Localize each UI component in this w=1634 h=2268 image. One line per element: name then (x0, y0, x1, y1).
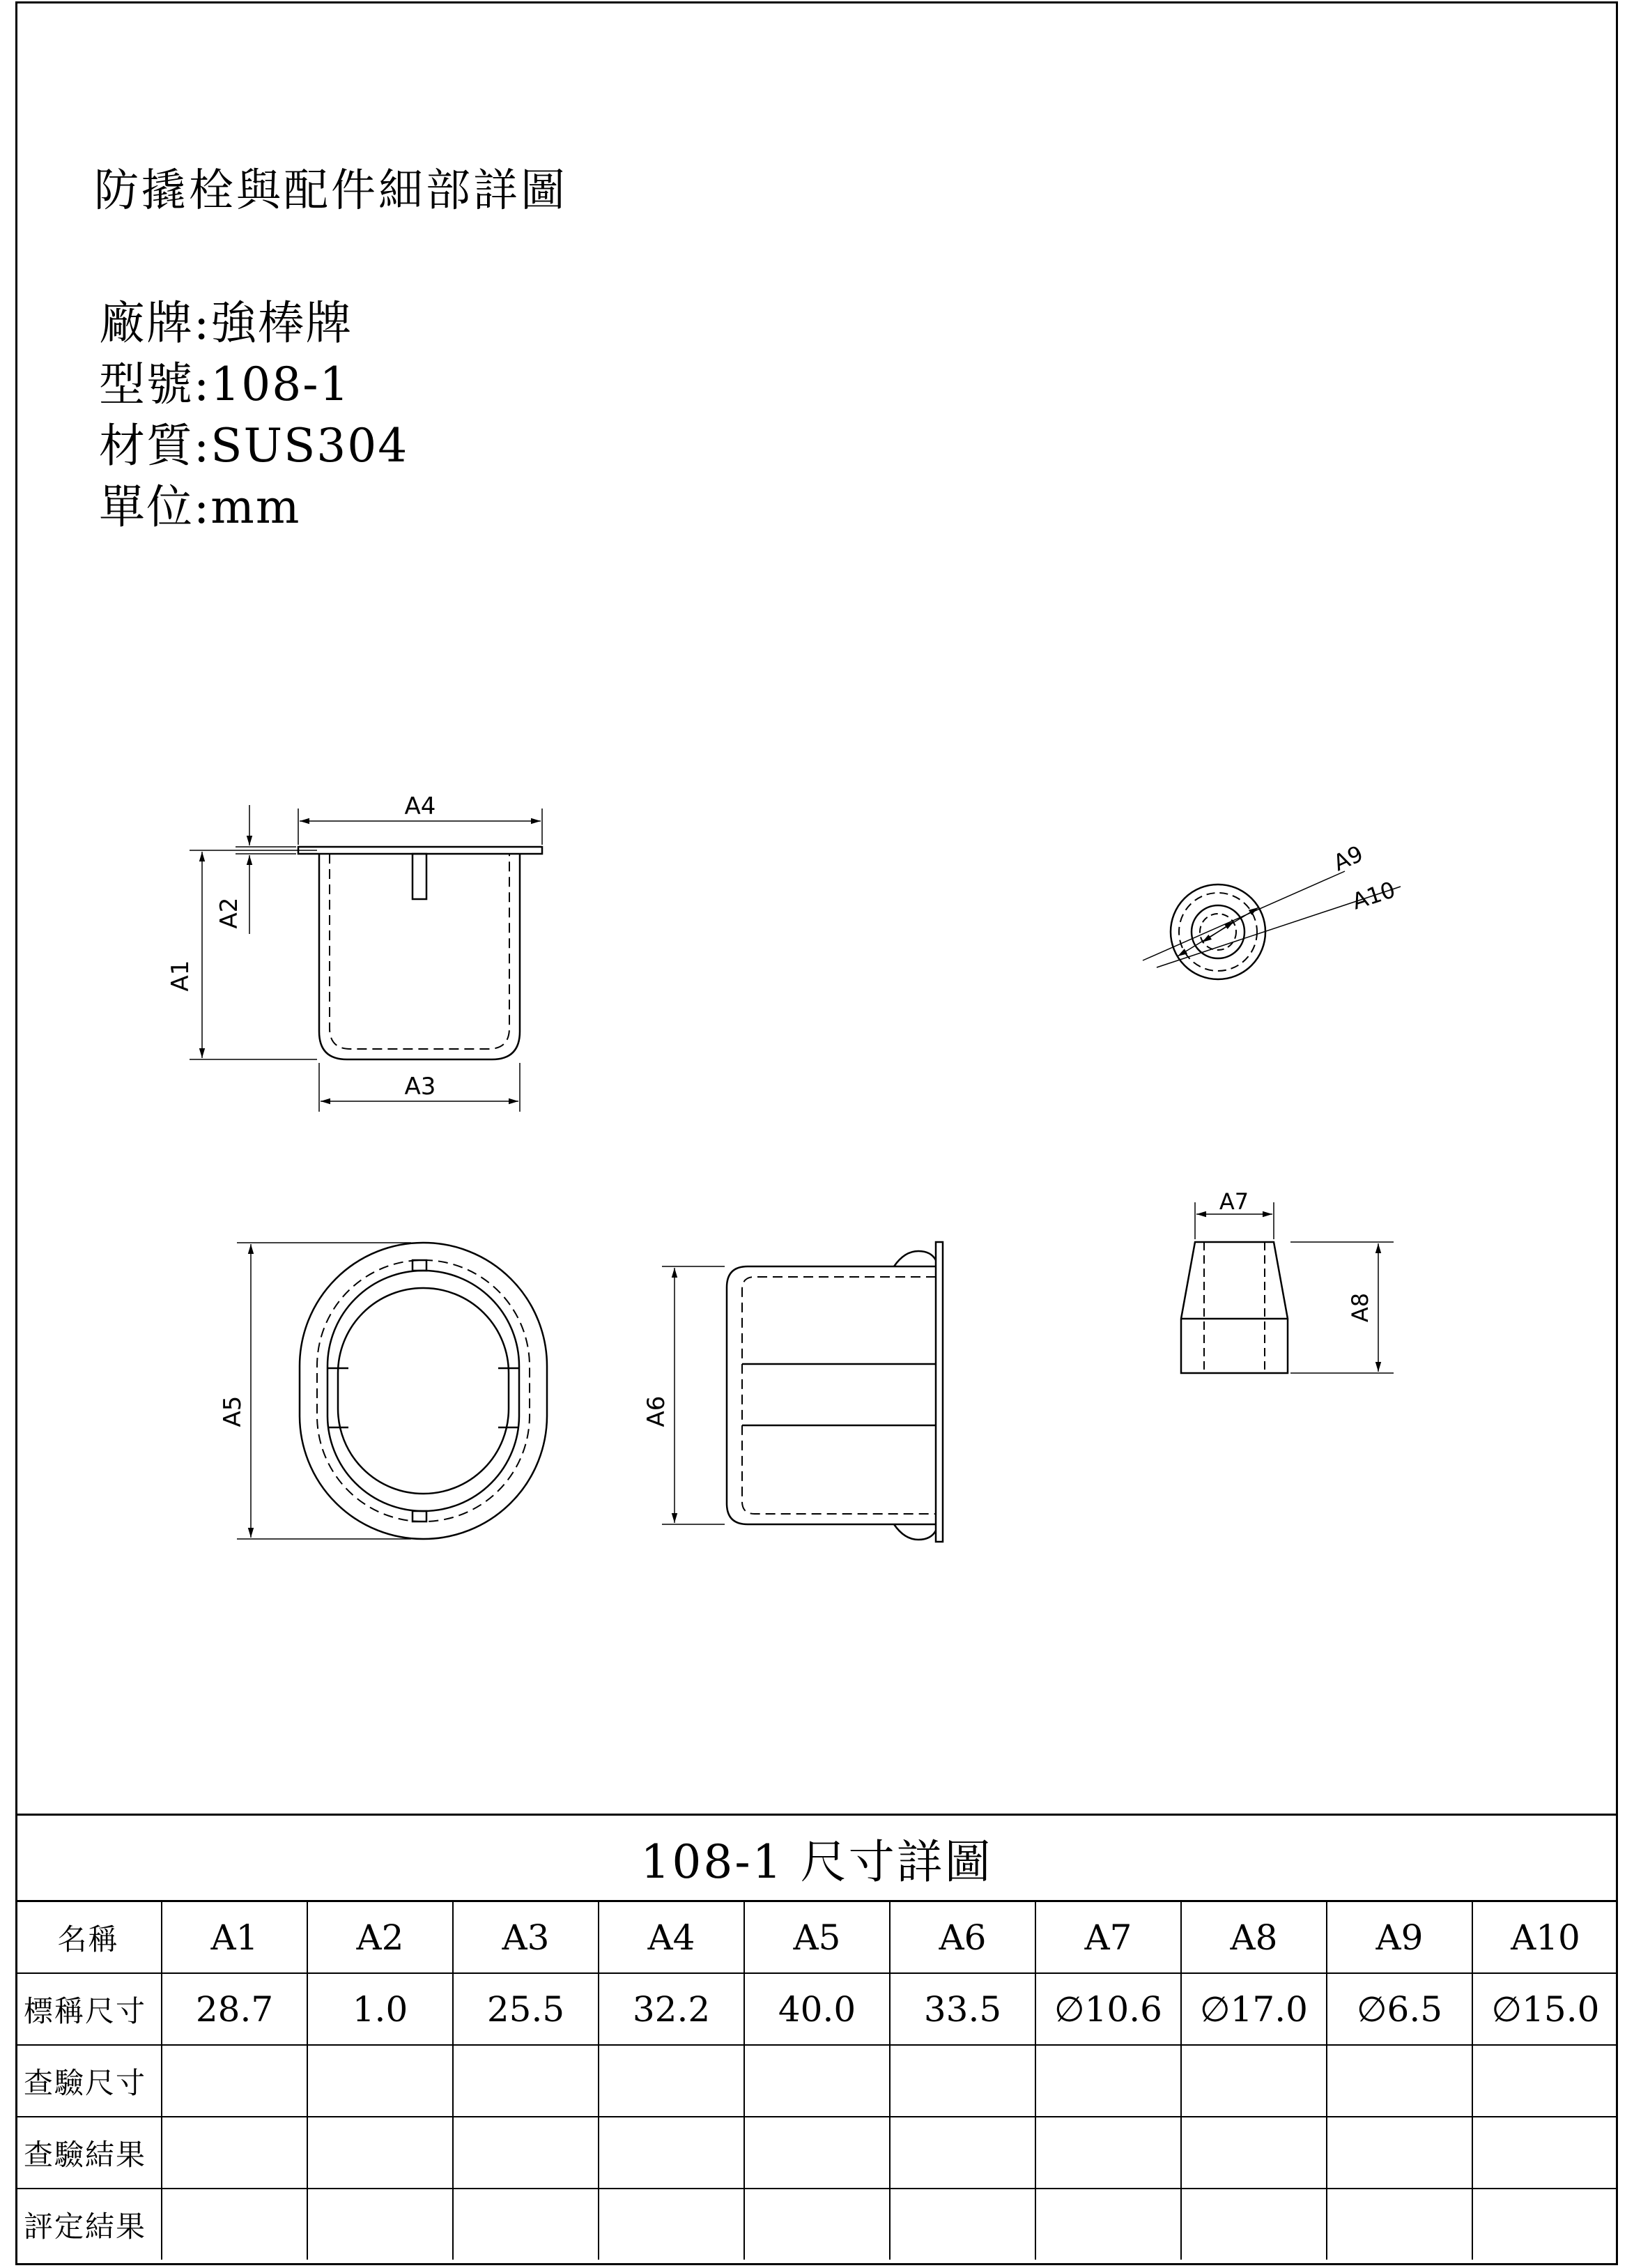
cell-empty[interactable] (1181, 2117, 1327, 2189)
row-header-result: 查驗結果 (15, 2117, 162, 2189)
row-header-nominal: 標稱尺寸 (15, 1973, 162, 2045)
cell-nominal: 25.5 (453, 1973, 599, 2045)
table-row-inspected (15, 2045, 1618, 2117)
dim-label-a3: A3 (404, 1073, 436, 1101)
cell-empty[interactable] (453, 2045, 599, 2117)
cell-nominal: 1.0 (307, 1973, 453, 2045)
dim-label-a4: A4 (404, 792, 436, 820)
cell-empty[interactable] (1472, 2189, 1618, 2260)
cell-nominal: 33.5 (890, 1973, 1035, 2045)
cell-name: A5 (744, 1902, 890, 1973)
cell-nominal: ∅15.0 (1472, 1973, 1618, 2045)
cell-empty[interactable] (453, 2189, 599, 2260)
cell-empty[interactable] (1035, 2045, 1181, 2117)
cell-empty[interactable] (1472, 2045, 1618, 2117)
frustum-view (1181, 1202, 1394, 1373)
cell-empty[interactable] (599, 2045, 744, 2117)
cell-empty[interactable] (162, 2189, 307, 2260)
cell-empty[interactable] (599, 2117, 744, 2189)
cell-empty[interactable] (1035, 2117, 1181, 2189)
row-header-inspected: 查驗尺寸 (15, 2045, 162, 2117)
dim-label-a2: A2 (215, 897, 243, 929)
dim-label-a8: A8 (1347, 1292, 1373, 1323)
cell-nominal: 28.7 (162, 1973, 307, 2045)
drawing-title: 防撬栓與配件細部詳圖 (94, 165, 568, 217)
cell-name: A2 (307, 1902, 453, 1973)
side-elevation-view (662, 1242, 943, 1542)
dim-label-a1: A1 (167, 960, 194, 992)
cell-empty[interactable] (162, 2045, 307, 2117)
table-row-names (15, 1902, 1618, 1973)
cell-name: A1 (162, 1902, 307, 1973)
cell-empty[interactable] (1327, 2189, 1472, 2260)
dim-label-a7: A7 (1219, 1188, 1249, 1215)
cell-empty[interactable] (1181, 2045, 1327, 2117)
cell-empty[interactable] (744, 2117, 890, 2189)
cell-name: A6 (890, 1902, 1035, 1973)
dim-label-a10: A10 (1348, 876, 1399, 915)
cell-empty[interactable] (890, 2117, 1035, 2189)
cell-empty[interactable] (1327, 2117, 1472, 2189)
cell-nominal: 32.2 (599, 1973, 744, 2045)
cell-empty[interactable] (1327, 2045, 1472, 2117)
spec-table (15, 1902, 1618, 2260)
side-section-view (190, 805, 542, 1112)
row-header-name: 名稱 (15, 1902, 162, 1973)
cell-nominal: ∅10.6 (1035, 1973, 1181, 2045)
cell-empty[interactable] (1035, 2189, 1181, 2260)
cell-nominal: 40.0 (744, 1973, 890, 2045)
cell-empty[interactable] (599, 2189, 744, 2260)
cell-empty[interactable] (744, 2045, 890, 2117)
cell-empty[interactable] (453, 2117, 599, 2189)
info-model: 型號:108-1 (99, 358, 350, 411)
cell-name: A10 (1472, 1902, 1618, 1973)
row-header-evaluation: 評定結果 (15, 2189, 162, 2260)
cell-name: A8 (1181, 1902, 1327, 1973)
cell-nominal: ∅17.0 (1181, 1973, 1327, 2045)
info-material: 材質:SUS304 (99, 419, 409, 473)
cell-empty[interactable] (744, 2189, 890, 2260)
info-brand: 廠牌:強棒牌 (99, 296, 353, 350)
dim-label-a5: A5 (219, 1395, 247, 1427)
dimension-table (15, 1814, 1618, 2265)
cell-empty[interactable] (1472, 2117, 1618, 2189)
cell-empty[interactable] (890, 2045, 1035, 2117)
cell-name: A4 (599, 1902, 744, 1973)
cell-nominal: ∅6.5 (1327, 1973, 1472, 2045)
cell-empty[interactable] (307, 2189, 453, 2260)
dim-label-a9: A9 (1329, 840, 1367, 877)
cell-empty[interactable] (1181, 2189, 1327, 2260)
table-row-nominal (15, 1973, 1618, 2045)
cell-empty[interactable] (162, 2117, 307, 2189)
oval-top-view (237, 1243, 547, 1539)
info-unit: 單位:mm (99, 480, 301, 534)
table-title: 108-1 尺寸詳圖 (15, 1814, 1618, 1902)
cell-empty[interactable] (890, 2189, 1035, 2260)
dim-label-a6: A6 (642, 1395, 670, 1427)
cell-empty[interactable] (307, 2045, 453, 2117)
cell-name: A7 (1035, 1902, 1181, 1973)
table-row-evaluation (15, 2189, 1618, 2260)
cell-name: A9 (1327, 1902, 1472, 1973)
cell-name: A3 (453, 1902, 599, 1973)
table-row-result (15, 2117, 1618, 2189)
cell-empty[interactable] (307, 2117, 453, 2189)
